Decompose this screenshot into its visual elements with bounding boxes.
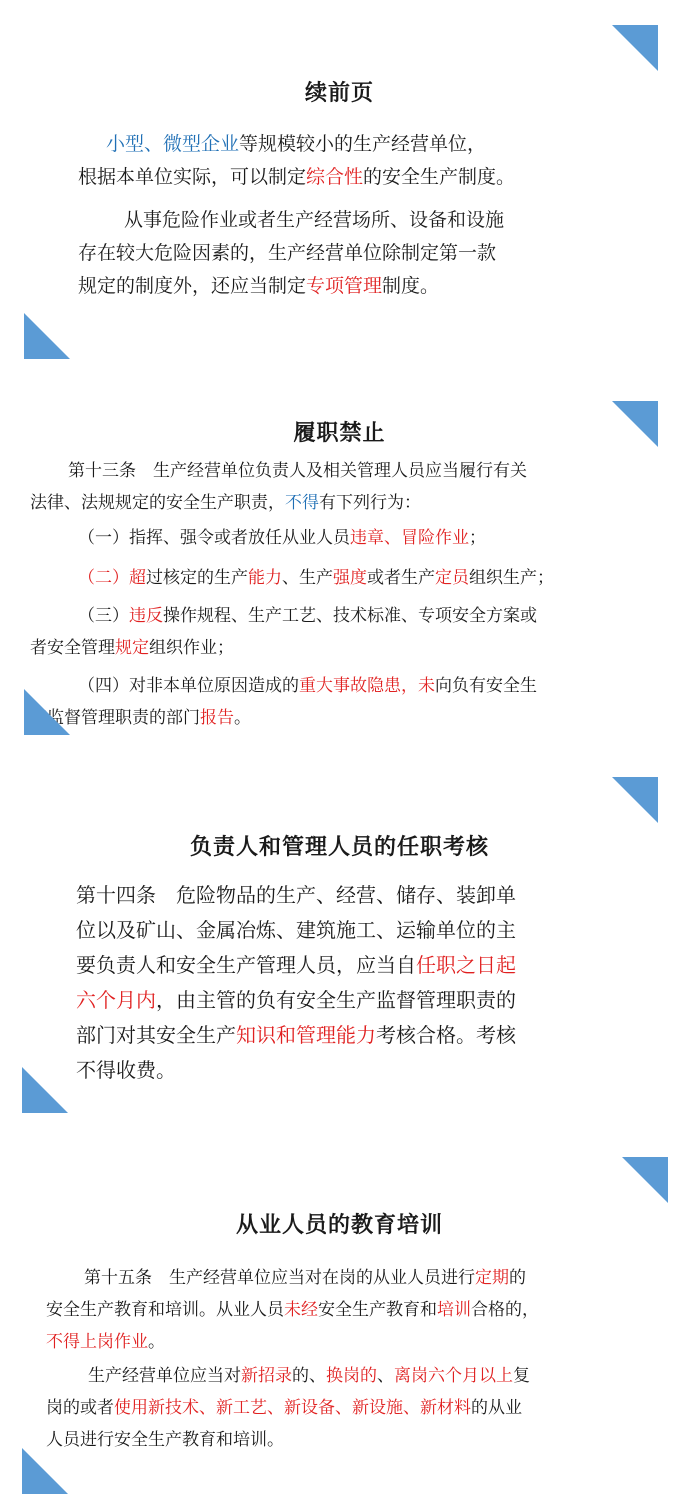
corner-decoration-icon [24, 313, 70, 359]
paragraph: 小型、微型企业等规模较小的生产经营单位， 根据本单位实际，可以制定综合性的安全生产制度。 [78, 133, 516, 188]
corner-decoration-icon [622, 1157, 668, 1203]
list-item: （二）超过核定的生产能力、生产强度或者生产定员组织生产； [78, 568, 554, 588]
paragraph: 第十三条 生产经营单位负责人及相关管理人员应当履行有关 法律、法规规定的安全生产职责，不得有下列行为： [30, 461, 527, 513]
list-item: （三）违反操作规程、生产工艺、技术标准、专项安全方案或 者安全管理规定组织作业； [30, 606, 537, 658]
paragraph: 第十四条 危险物品的生产、经营、储存、装卸单 位以及矿山、金属冶炼、建筑施工、运输单位的主 要负责人和安全生产管理人员，应当自任职之日起 六个月内，由主管的负有安全生产监督管理职责的 部门对其安全生产知识和管理能力考核合格。考核 不得收费。 [76, 883, 516, 1082]
corner-decoration-icon [612, 25, 658, 71]
paragraph: 生产经营单位应当对新招录的、换岗的、离岗六个月以上复 岗的或者使用新技术、新工艺、新设备、新设施、新材料的从业 人员进行安全生产教育和培训。 [46, 1366, 530, 1450]
section-title: 履职禁止 [293, 421, 386, 446]
list-item: （一）指挥、强令或者放任从业人员违章、冒险作业； [78, 528, 486, 548]
corner-decoration-icon [612, 777, 658, 823]
list-item: （四）对非本单位原因造成的重大事故隐患，未向负有安全生 产监督管理职责的部门报告。 [30, 676, 537, 728]
corner-decoration-icon [24, 689, 70, 735]
paragraph: 第十五条 生产经营单位应当对在岗的从业人员进行定期的 安全生产教育和培训。从业人员未经安全生产教育和培训合格的， 不得上岗作业。 [46, 1268, 539, 1352]
section-title: 从业人员的教育培训 [235, 1213, 443, 1238]
section-title: 续前页 [304, 81, 374, 106]
section-title: 负责人和管理人员的任职考核 [189, 835, 489, 860]
paragraph: 从事危险作业或者生产经营场所、设备和设施 存在较大危险因素的，生产经营单位除制定第一款 规定的制度外，还应当制定专项管理制度。 [78, 209, 505, 297]
corner-decoration-icon [22, 1448, 68, 1494]
corner-decoration-icon [22, 1067, 68, 1113]
